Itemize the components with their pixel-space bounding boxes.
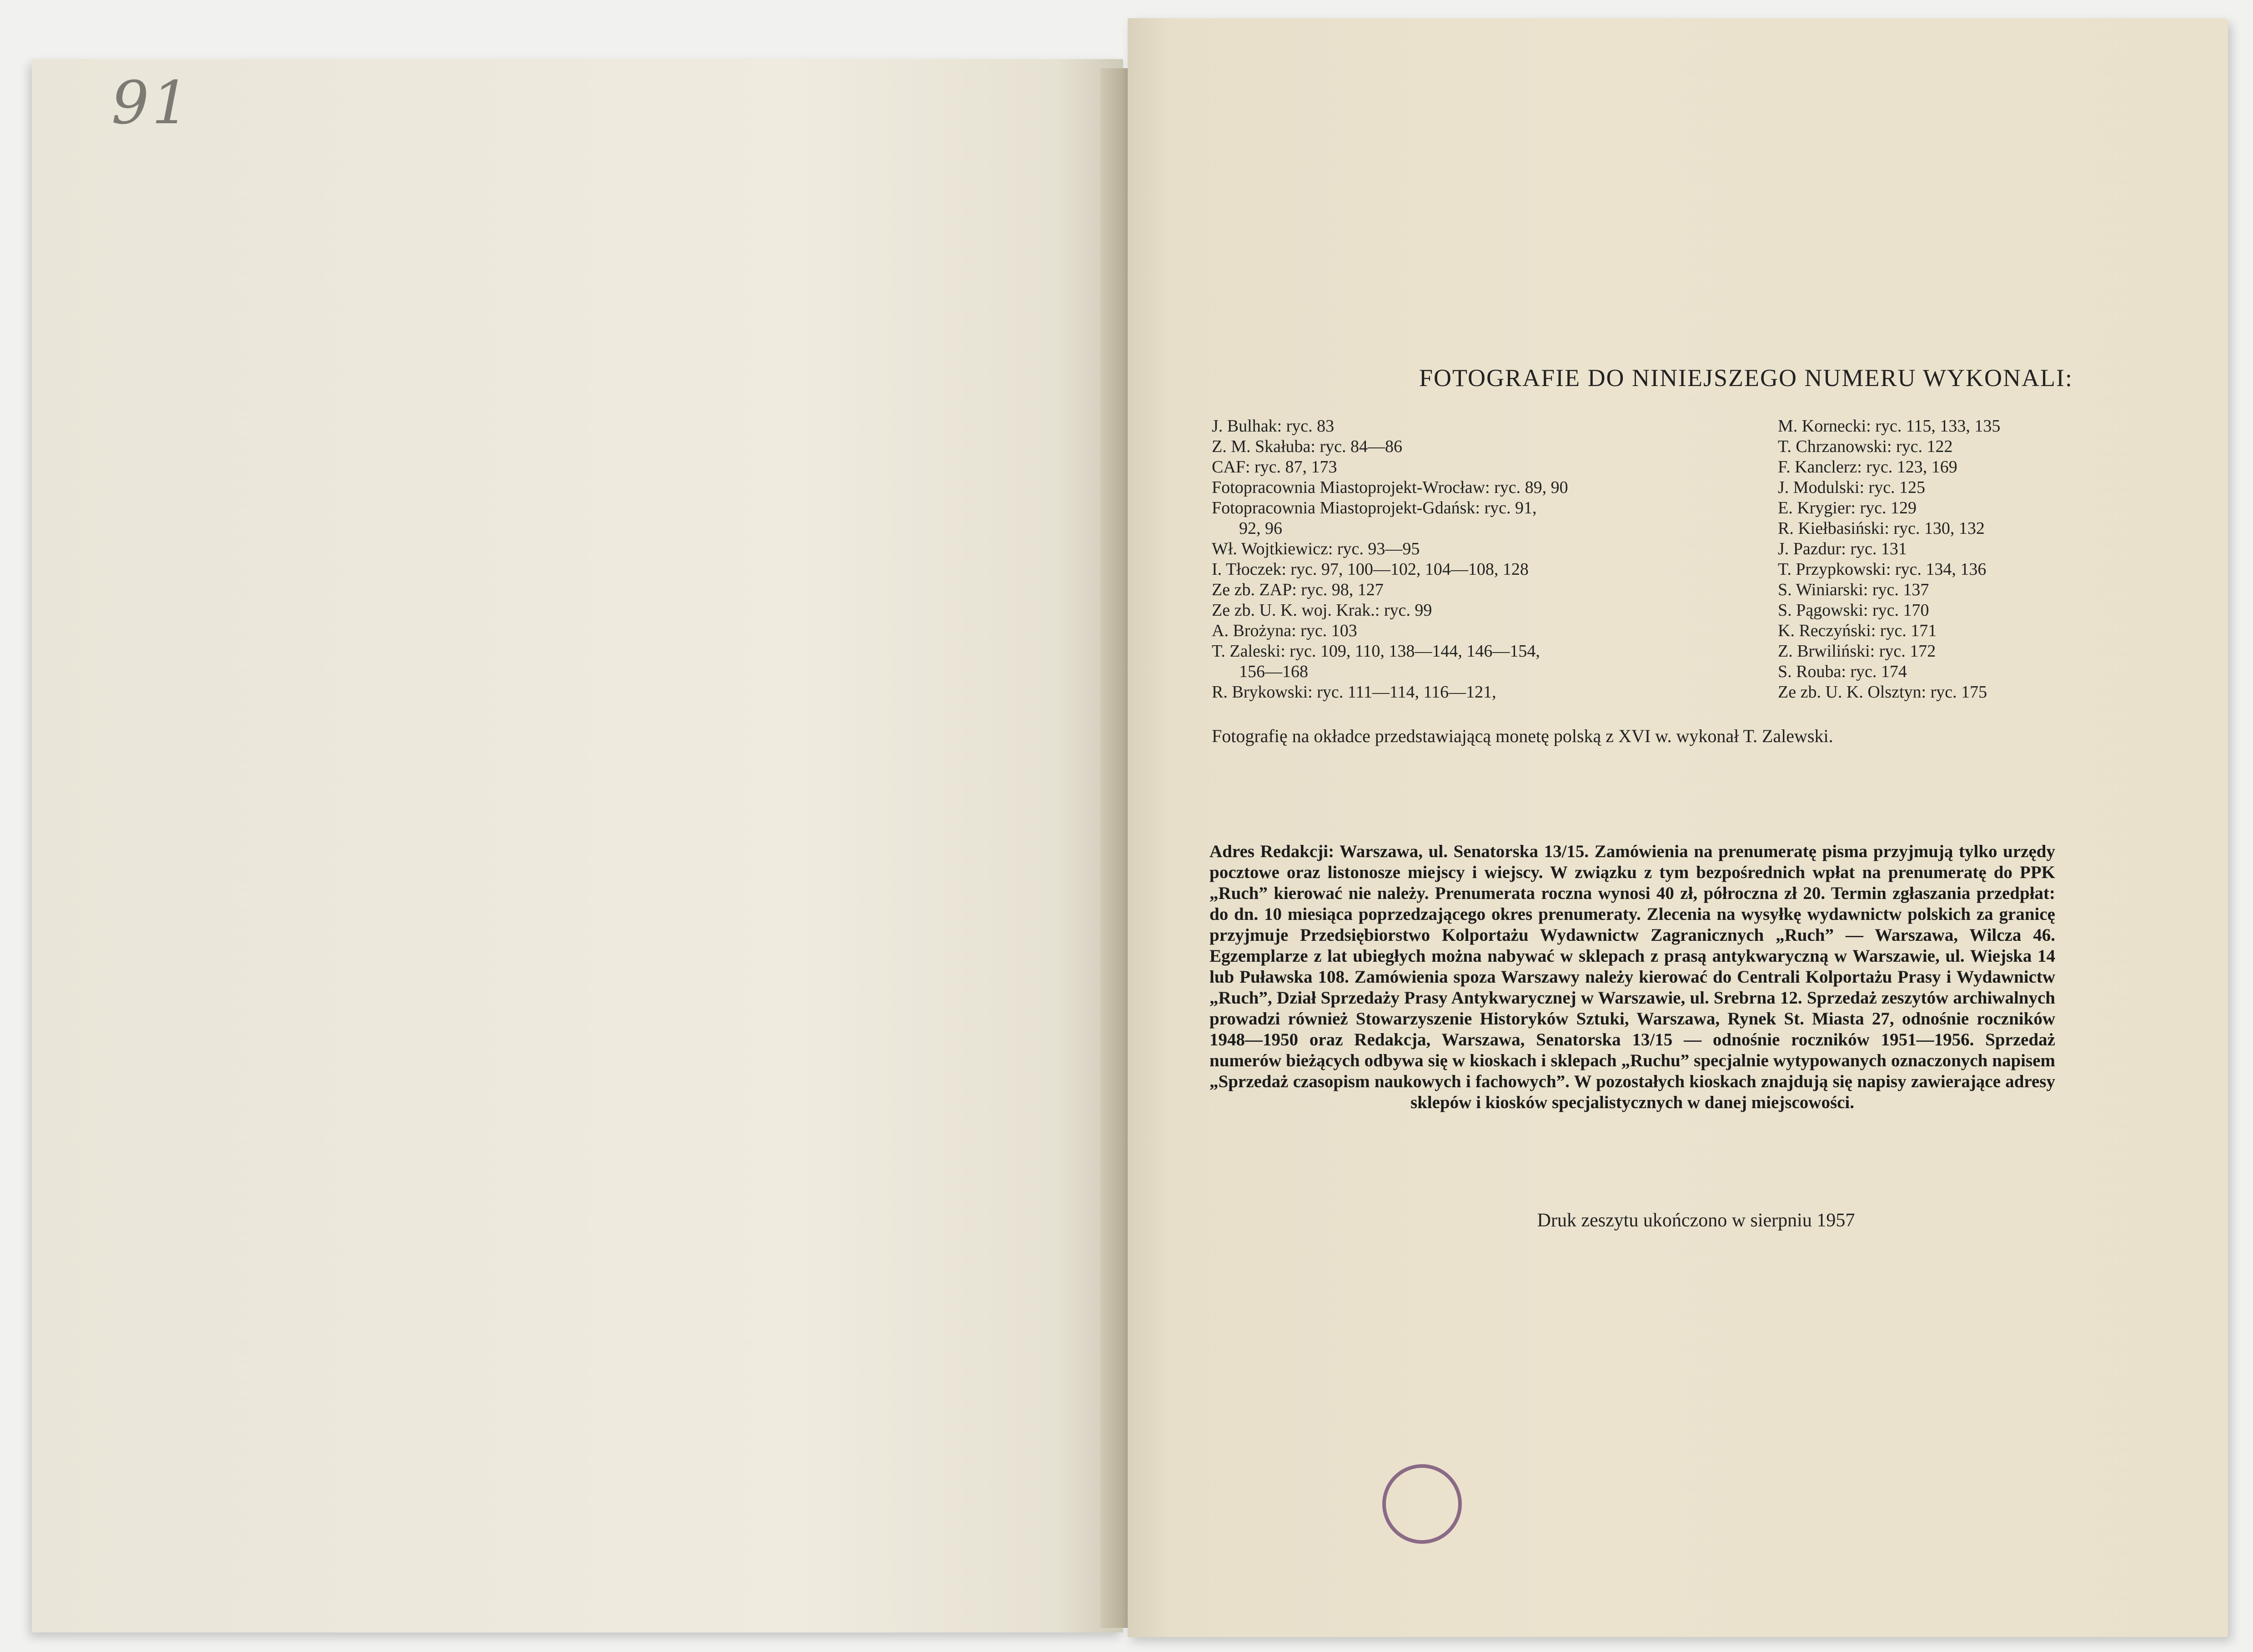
library-stamp-icon xyxy=(1372,1454,1472,1554)
cover-photo-note: Fotografię na okładce przedstawiającą monetę polską z XVI w. wykonał T. Zalewski. xyxy=(1212,726,1833,746)
photo-credits-heading: FOTOGRAFIE DO NINIEJSZEGO NUMERU WYKONALI: xyxy=(1419,364,2073,392)
credit-line: T. Chrzanowski: ryc. 122 xyxy=(1778,437,1953,456)
credit-line: E. Krygier: ryc. 129 xyxy=(1778,498,1917,517)
credit-line: Fotopracownia Miastoprojekt-Gdańsk: ryc. 91, xyxy=(1212,498,1537,517)
credit-line: K. Reczyński: ryc. 171 xyxy=(1778,621,1937,640)
credit-line: R. Brykowski: ryc. 111—114, 116—121, xyxy=(1212,683,1496,702)
credit-line: J. Bulhak: ryc. 83 xyxy=(1212,417,1335,436)
credits-column-right xyxy=(1778,416,2105,703)
credit-line: R. Kiełbasiński: ryc. 130, 132 xyxy=(1778,519,1985,538)
credit-line: T. Zaleski: ryc. 109, 110, 138—144, 146—154, xyxy=(1212,642,1540,661)
credit-line: 156—168 xyxy=(1239,662,1308,681)
pencil-mark: 91 xyxy=(111,68,192,137)
credit-line: Wł. Wojtkiewicz: ryc. 93—95 xyxy=(1212,539,1420,558)
credit-line: Ze zb. ZAP: ryc. 98, 127 xyxy=(1212,580,1384,599)
credit-line: A. Brożyna: ryc. 103 xyxy=(1212,621,1357,640)
credit-line: Ze zb. U. K. Olsztyn: ryc. 175 xyxy=(1778,683,1987,702)
credit-line: CAF: ryc. 87, 173 xyxy=(1212,457,1337,477)
credit-line: M. Kornecki: ryc. 115, 133, 135 xyxy=(1778,417,2001,436)
credit-line: S. Pągowski: ryc. 170 xyxy=(1778,601,1929,620)
credit-line: Ze zb. U. K. woj. Krak.: ryc. 99 xyxy=(1212,601,1432,620)
credit-line: Z. Brwiliński: ryc. 172 xyxy=(1778,642,1936,661)
credit-line: S. Winiarski: ryc. 137 xyxy=(1778,580,1929,599)
credits-column-left xyxy=(1212,416,1721,703)
credit-line: J. Pazdur: ryc. 131 xyxy=(1778,539,1907,558)
editorial-address-paragraph: Adres Redakcji: Warszawa, ul. Senatorska 13/15. Zamówienia na prenumeratę pisma przyjmują tylko urzędy pocztowe oraz listonosze miejscy i wiejscy. W związku z tym bezpośrednich wpłat na prenumeratę do PPK „Ruch” kierować nie należy. Prenumerata roczna wynosi 40 zł, półroczna zł 20. Termin zgłaszania przedpłat: do dn. 10 miesiąca poprzedzającego okres prenumeraty. Zlecenia na wysyłkę wydawnictw polskich za granicę przyjmuje Przedsiębiorstwo Kolportażu Wydawnictw Zagranicznych „Ruch” — Warszawa, Wilcza 46. Egzemplarze z lat ubiegłych można nabywać w sklepach z prasą antykwaryczną w Warszawie, ul. Wiejska 14 lub Puławska 108. Zamówienia spoza Warszawy należy kierować do Centrali Kolportażu Prasy i Wydawnictw „Ruch”, Dział Sprzedaży Prasy Antykwarycznej w Warszawie, ul. Srebrna 12. Sprzedaż zeszytów archiwalnych prowadzi również Stowarzyszenie Historyków Sztuki, Warszawa, Rynek St. Miasta 27, odnośnie roczników 1948—1950 oraz Redakcja, Warszawa, Senatorska 13/15 — odnośnie roczników 1951—1956. Sprzedaż numerów bieżących odbywa się w kioskach i sklepach „Ruchu” specjalnie wytypowanych oznaczonych napisem „Sprzedaż czasopism naukowych i fachowych”. W pozostałych kioskach znajdują się napisy zawierające adresy sklepów i kiosków specjalistycznych w danej miejscowości. xyxy=(1209,842,2055,1112)
left-page xyxy=(32,59,1123,1632)
credit-line: I. Tłoczek: ryc. 97, 100—102, 104—108, 128 xyxy=(1212,560,1529,579)
credit-line: Z. M. Skałuba: ryc. 84—86 xyxy=(1212,437,1403,456)
right-page xyxy=(1128,18,2228,1637)
credit-line: 92, 96 xyxy=(1239,519,1282,538)
credit-line: T. Przypkowski: ryc. 134, 136 xyxy=(1778,560,1987,579)
credit-line: F. Kanclerz: ryc. 123, 169 xyxy=(1778,457,1957,477)
credit-line: Fotopracownia Miastoprojekt-Wrocław: ryc. 89, 90 xyxy=(1212,478,1568,497)
credit-line: S. Rouba: ryc. 174 xyxy=(1778,662,1907,681)
credit-line: J. Modulski: ryc. 125 xyxy=(1778,478,1926,497)
print-completion-note: Druk zeszytu ukończono w sierpniu 1957 xyxy=(1537,1210,1855,1231)
